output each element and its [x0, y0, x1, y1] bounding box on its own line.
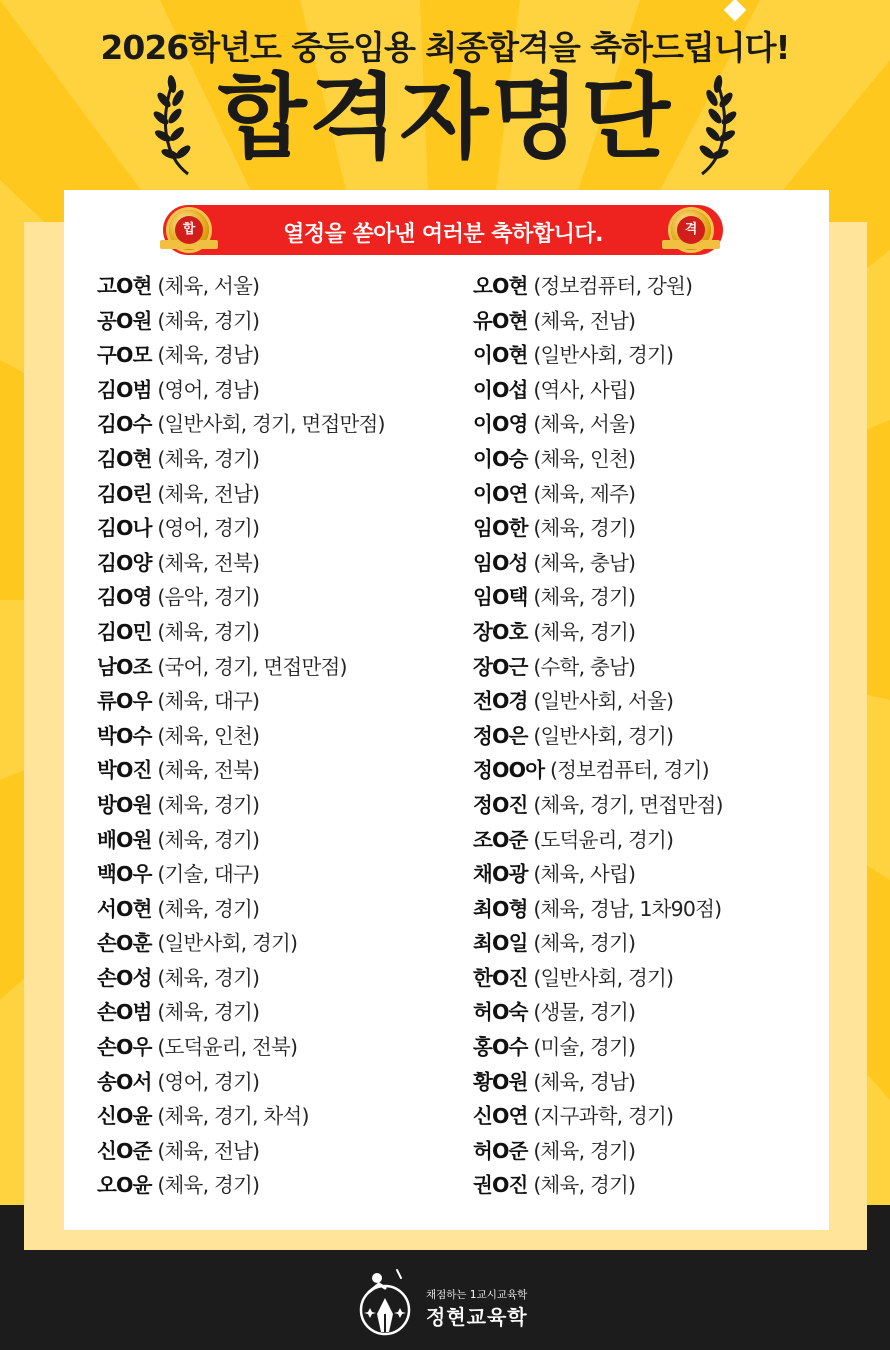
list-item — [473, 615, 843, 650]
passer-detail: (미술, 경기) — [533, 1035, 636, 1060]
passer-detail: (체육, 경기) — [533, 931, 636, 956]
list-item — [97, 788, 467, 823]
passer-detail: (체육, 전남) — [157, 481, 260, 506]
passer-detail: (체육, 전남) — [157, 1138, 260, 1163]
passer-name: 정O진 — [473, 792, 528, 817]
passer-detail: (체육, 제주) — [533, 481, 636, 506]
list-item — [473, 1030, 843, 1065]
page-title: 합격자명단 — [217, 64, 673, 171]
passer-name: 박O수 — [97, 723, 152, 748]
passer-name: 허O숙 — [473, 1000, 528, 1025]
passer-name: 서O현 — [97, 896, 152, 921]
list-item — [97, 546, 467, 581]
medal-right-icon — [671, 210, 711, 250]
passer-detail: (일반사회, 경기) — [157, 931, 298, 956]
passer-name: 임O택 — [473, 585, 528, 610]
list-item — [97, 304, 467, 339]
passer-name: 손O훈 — [97, 931, 152, 956]
list-item — [97, 961, 467, 996]
passer-name: 황O원 — [473, 1069, 528, 1094]
passer-detail: (일반사회, 서울) — [533, 689, 674, 714]
passer-name: 김O현 — [97, 446, 152, 471]
passer-name: 김O린 — [97, 481, 152, 506]
passer-name: 김O수 — [97, 412, 152, 437]
list-item — [473, 304, 843, 339]
passer-detail: (체육, 경기) — [157, 1173, 260, 1198]
list-item — [473, 338, 843, 373]
passer-detail: (체육, 경기) — [157, 619, 260, 644]
logo-tagline: 채점하는 1교시교육학 — [426, 1289, 528, 1301]
list-item — [97, 615, 467, 650]
passer-name: 임O한 — [473, 516, 528, 541]
passer-detail: (체육, 대구) — [157, 689, 260, 714]
list-item — [473, 684, 843, 719]
passer-name: 김O나 — [97, 516, 152, 541]
passer-detail: (체육, 경기, 차석) — [157, 1104, 309, 1129]
list-item — [97, 892, 467, 927]
list-item — [473, 407, 843, 442]
banner-text: 열정을 쏟아낸 여러분 축하합니다. — [283, 222, 603, 247]
passer-detail: (기술, 대구) — [157, 862, 260, 887]
passer-name: 신O윤 — [97, 1104, 152, 1129]
passer-detail: (체육, 경기) — [157, 965, 260, 990]
passer-name: 김O영 — [97, 585, 152, 610]
list-item — [473, 511, 843, 546]
passer-name: 전O경 — [473, 689, 528, 714]
passer-name: 장O호 — [473, 619, 528, 644]
list-item — [473, 788, 843, 823]
list-item — [97, 995, 467, 1030]
list-item — [473, 719, 843, 754]
passer-detail: (체육, 인천) — [157, 723, 260, 748]
passer-name: 손O범 — [97, 1000, 152, 1025]
passer-detail: (음악, 경기) — [157, 585, 260, 610]
list-item — [97, 857, 467, 892]
list-item — [473, 1099, 843, 1134]
passer-detail: (체육, 경기) — [157, 308, 260, 333]
passer-detail: (체육, 경기) — [533, 516, 636, 541]
list-item — [97, 1168, 467, 1203]
passer-name: 김O민 — [97, 619, 152, 644]
passer-detail: (체육, 경기) — [533, 585, 636, 610]
passer-detail: (체육, 경기) — [533, 1173, 636, 1198]
list-item — [97, 442, 467, 477]
list-item — [473, 373, 843, 408]
list-item — [97, 1134, 467, 1169]
list-item — [97, 1099, 467, 1134]
passer-detail: (체육, 서울) — [157, 274, 260, 298]
passer-name: 손O우 — [97, 1035, 152, 1060]
passer-detail: (체육, 경남, 1차90점) — [533, 896, 722, 921]
passer-name: 박O진 — [97, 758, 152, 783]
passer-detail: (도덕윤리, 전북) — [157, 1035, 298, 1060]
passer-name: 최O형 — [473, 896, 528, 921]
passer-detail: (체육, 사립) — [533, 862, 636, 887]
passer-name: 공O원 — [97, 308, 152, 333]
passer-name: 임O성 — [473, 550, 528, 575]
passer-detail: (체육, 전북) — [157, 758, 260, 783]
passer-detail: (국어, 경기, 면접만점) — [157, 654, 347, 679]
list-item — [473, 926, 843, 961]
passer-name: 권O진 — [473, 1173, 528, 1198]
passer-name: 유O현 — [473, 308, 528, 333]
passer-detail: (지구과학, 경기) — [533, 1104, 674, 1129]
passers-column-left — [97, 269, 467, 1203]
passer-detail: (생물, 경기) — [533, 1000, 636, 1025]
passer-detail: (체육, 경기, 면접만점) — [533, 792, 723, 817]
list-item — [473, 892, 843, 927]
passer-name: 이O현 — [473, 343, 528, 368]
passer-detail: (체육, 경기) — [533, 619, 636, 644]
passer-detail: (체육, 경기) — [157, 1000, 260, 1025]
list-item — [97, 1030, 467, 1065]
passer-detail: (일반사회, 경기, 면접만점) — [157, 412, 385, 437]
list-item — [97, 477, 467, 512]
list-item — [473, 823, 843, 858]
passer-detail: (체육, 인천) — [533, 446, 636, 471]
list-item — [97, 753, 467, 788]
medal-left-label: 합 — [175, 216, 203, 244]
list-item — [473, 995, 843, 1030]
passer-name: 이O영 — [473, 412, 528, 437]
list-item — [97, 719, 467, 754]
passer-detail: (체육, 전남) — [533, 308, 636, 333]
passer-name: 이O섭 — [473, 377, 528, 402]
passer-detail: (역사, 사립) — [533, 377, 636, 402]
passer-name: 손O성 — [97, 965, 152, 990]
list-item — [473, 477, 843, 512]
passer-name: 배O원 — [97, 827, 152, 852]
passer-name: 구O모 — [97, 343, 152, 368]
list-item — [97, 269, 467, 304]
list-item — [473, 1168, 843, 1203]
passer-detail: (일반사회, 경기) — [533, 343, 674, 368]
passer-name: 최O일 — [473, 931, 528, 956]
passer-name: 송O서 — [97, 1069, 152, 1094]
list-item — [97, 650, 467, 685]
list-item — [473, 961, 843, 996]
list-item — [473, 1134, 843, 1169]
list-item — [473, 1065, 843, 1100]
passer-name: 고O현 — [97, 274, 152, 298]
list-item — [473, 580, 843, 615]
passer-detail: (체육, 전북) — [157, 550, 260, 575]
passer-name: 백O우 — [97, 862, 152, 887]
passer-detail: (정보컴퓨터, 경기) — [549, 758, 709, 783]
list-item — [97, 511, 467, 546]
passer-detail: (영어, 경기) — [157, 1069, 260, 1094]
passer-name: 이O승 — [473, 446, 528, 471]
passer-detail: (체육, 경남) — [533, 1069, 636, 1094]
passer-name: 이O연 — [473, 481, 528, 506]
list-item — [97, 684, 467, 719]
passers-column-right — [473, 269, 843, 1203]
passer-detail: (정보컴퓨터, 강원) — [533, 274, 693, 298]
passer-detail: (체육, 충남) — [533, 550, 636, 575]
list-item — [97, 580, 467, 615]
passer-detail: (일반사회, 경기) — [533, 723, 674, 748]
list-item — [473, 650, 843, 685]
passer-name: 남O조 — [97, 654, 152, 679]
passer-name: 방O원 — [97, 792, 152, 817]
passer-name: 신O준 — [97, 1138, 152, 1163]
passer-name: 오O현 — [473, 274, 528, 298]
list-item — [473, 546, 843, 581]
passer-detail: (체육, 경기) — [157, 896, 260, 921]
passer-detail: (체육, 경기) — [157, 446, 260, 471]
passer-name: 김O범 — [97, 377, 152, 402]
list-item — [473, 857, 843, 892]
passer-name: 류O우 — [97, 689, 152, 714]
medal-right-label: 격 — [677, 216, 705, 244]
passer-detail: (일반사회, 경기) — [533, 965, 674, 990]
passer-name: 정O은 — [473, 723, 528, 748]
passer-name: 김O양 — [97, 550, 152, 575]
passer-detail: (체육, 경기) — [533, 1138, 636, 1163]
passer-name: 오O윤 — [97, 1173, 152, 1198]
list-item — [97, 407, 467, 442]
list-item — [97, 373, 467, 408]
passer-name: 신O연 — [473, 1104, 528, 1129]
congratulation-banner — [163, 205, 723, 255]
passer-detail: (체육, 서울) — [533, 412, 636, 437]
passer-detail: (영어, 경남) — [157, 377, 260, 402]
logo-name: 정현교육학 — [426, 1305, 528, 1329]
list-item — [473, 442, 843, 477]
list-item — [97, 823, 467, 858]
list-item — [473, 269, 843, 304]
passer-detail: (도덕윤리, 경기) — [533, 827, 674, 852]
list-item — [473, 753, 843, 788]
passer-name: 허O준 — [473, 1138, 528, 1163]
list-item — [97, 1065, 467, 1100]
passer-name: 채O광 — [473, 862, 528, 887]
congratulation-headline: 2026학년도 중등임용 최종합격을 축하드립니다! — [100, 28, 790, 67]
passer-detail: (수학, 충남) — [533, 654, 636, 679]
passer-name: 한O진 — [473, 965, 528, 990]
passer-name: 조O준 — [473, 827, 528, 852]
list-item — [97, 926, 467, 961]
passer-name: 장O근 — [473, 654, 528, 679]
passer-detail: (체육, 경남) — [157, 343, 260, 368]
list-item — [97, 338, 467, 373]
passer-detail: (영어, 경기) — [157, 516, 260, 541]
passer-detail: (체육, 경기) — [157, 792, 260, 817]
passer-detail: (체육, 경기) — [157, 827, 260, 852]
pencil-star-logo-icon — [355, 1268, 415, 1340]
passer-name: 홍O수 — [473, 1035, 528, 1060]
passer-name: 정OO아 — [473, 758, 545, 783]
